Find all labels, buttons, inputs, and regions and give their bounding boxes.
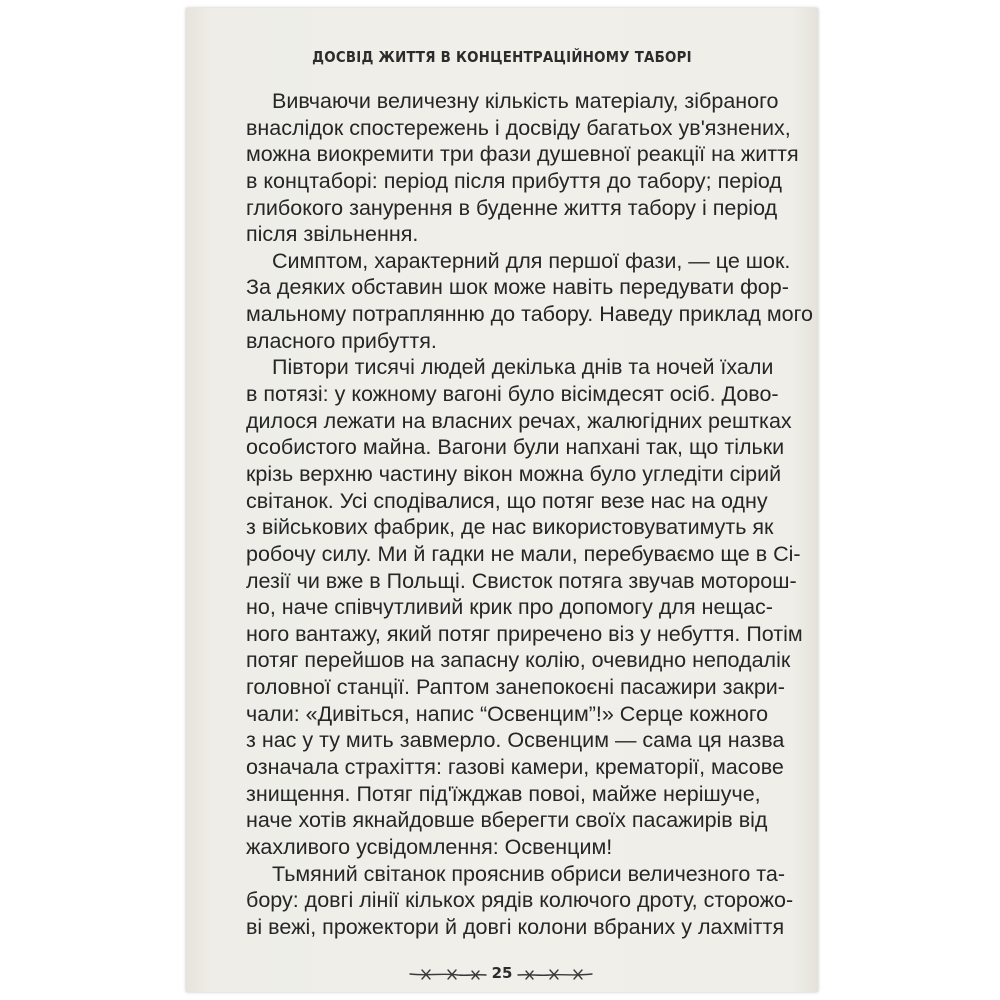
text-line: жахливого усвідомлення: Освенцим!	[246, 834, 613, 859]
text-line: Вивчаючи величезну кількість матеріалу, зібраного	[272, 89, 779, 113]
paragraph-1	[246, 88, 799, 248]
text-line: внаслідок спостережень і досвіду багатьох ув'язнених,	[246, 115, 791, 140]
text-line: світанок. Усі сподівалися, що потяг везе нас на одну	[246, 488, 768, 513]
text-line: ві вежі, прожектори й довгі колони вбраних у лахміття	[246, 914, 785, 939]
text-line: чали: «Дивіться, напис “Освенцим”!» Серце кожного	[246, 701, 769, 726]
text-line: ного вантажу, який потяг приречено віз у небуття. Потім	[246, 621, 803, 646]
text-line: з військових фабрик, де нас використовуватимуть як	[246, 515, 774, 540]
text-line: після звільнення.	[246, 222, 419, 247]
running-head: ДОСВІД ЖИТТЯ В КОНЦЕНТРАЦІЙНОМУ ТАБОРІ	[312, 48, 692, 66]
text-line: бору: довгі лінії кількох рядів колючого дроту, сторожо-	[246, 888, 794, 913]
book-page	[186, 8, 818, 992]
text-line: знищення. Потяг під'їжджав повоі, майже нерішуче,	[246, 781, 761, 806]
text-line: з нас у ту мить завмерло. Освенцим — сама ця назва	[246, 728, 785, 753]
text-line: глибокого занурення в буденне життя табору і період	[246, 195, 778, 220]
paragraph-3	[246, 354, 803, 860]
text-line: в концтаборі: період після прибуття до табору; період	[246, 168, 782, 193]
text-line: Тьмяний світанок прояснив обриси величезного та-	[272, 861, 785, 886]
text-line: можна виокремити три фази душевної реакції на життя	[246, 142, 799, 167]
text-line: робочу силу. Ми й гадки не мали, перебуваємо ще в Сі-	[246, 541, 801, 566]
text-line: мальному потраплянню до табору. Наведу приклад мого	[246, 302, 813, 327]
text-line: За деяких обставин шок може навіть передувати фор-	[246, 275, 789, 300]
paragraph-2	[246, 248, 813, 355]
text-line: власного прибуття.	[246, 328, 437, 353]
text-line: наче хотів якнайдовше вберегти своїх пасажирів від	[246, 808, 768, 833]
text-line: Півтори тисячі людей декілька днів та ночей їхали	[272, 355, 774, 380]
text-line: означала страхіття: газові камери, крематорії, масове	[246, 755, 784, 780]
page-footer	[186, 962, 818, 992]
text-line: потяг перейшов на запасну колію, очевидно неподалік	[246, 648, 791, 673]
text-line: особистого майна. Вагони були напхані так, що тільки	[246, 435, 785, 460]
page-number: 25	[491, 964, 513, 982]
text-line: головної станції. Раптом занепокоєні пасажири закри-	[246, 675, 785, 700]
paragraph-4	[246, 861, 794, 941]
text-line: Симптом, характерний для першої фази, — це шок.	[272, 248, 791, 273]
text-line: крізь верхню частину вікон можна було угледіти сірий	[246, 461, 782, 486]
text-line: в потязі: у кожному вагоні було вісімдесят осіб. Дово-	[246, 382, 779, 407]
text-line: дилося лежати на власних речах, жалюгідних рештках	[246, 408, 792, 433]
text-line: но, наче співчутливий крик про допомогу для нещас-	[246, 595, 773, 620]
text-line: лезії чи вже в Польщі. Свисток потяга звучав моторош-	[246, 568, 797, 593]
body-text	[246, 88, 813, 941]
